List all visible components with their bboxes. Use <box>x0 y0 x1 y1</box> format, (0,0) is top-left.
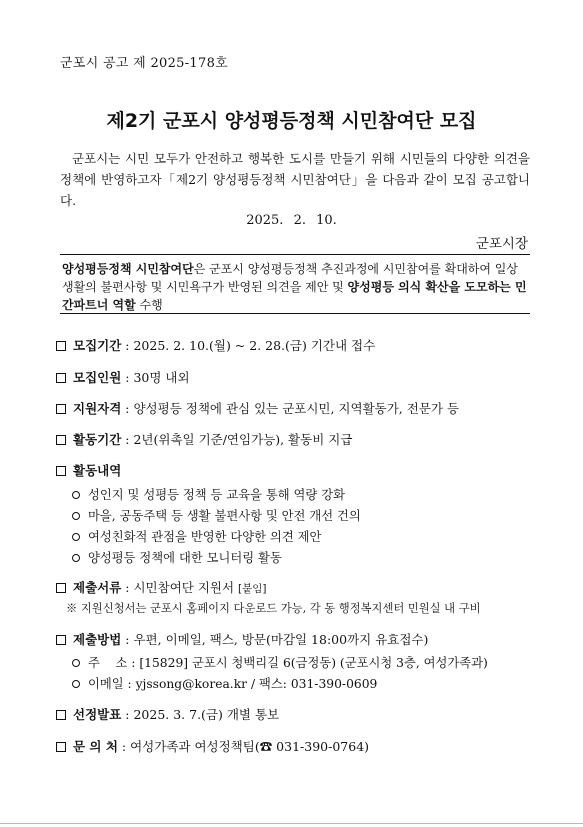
list-item <box>72 653 488 671</box>
section-label: 제출방법 <box>73 632 122 647</box>
list-item: 양성평등 정책에 대한 모니터링 활동 <box>72 548 282 566</box>
section-qualification <box>56 399 536 417</box>
bullet-circle-icon <box>72 512 80 520</box>
section-count <box>56 368 536 386</box>
section-value: : 30명 내외 <box>121 370 190 385</box>
section-label: 모집기간 <box>73 338 122 353</box>
section-value: : 시민참여단 지원서 <box>121 580 239 595</box>
checkbox-square-icon <box>56 583 66 593</box>
signer: 군포시장 <box>475 236 528 252</box>
checkbox-square-icon <box>56 742 66 752</box>
checkbox-square-icon <box>56 373 66 383</box>
checkbox-square-icon <box>56 341 66 351</box>
section-value: : 2025. 2. 10.(월) ~ 2. 28.(금) 기간내 접수 <box>121 338 376 353</box>
section-label: 선정발표 <box>73 707 122 722</box>
notice-date: 2025. 2. 10. <box>246 213 337 228</box>
section-value: : 2년(위촉일 기준/연임가능), 활동비 지급 <box>121 432 353 447</box>
section-inquiry <box>56 737 536 755</box>
list-item <box>72 674 377 692</box>
list-item: 여성친화적 관점을 반영한 다양한 의견 제안 <box>72 527 321 545</box>
page-title: 제2기 군포시 양성평등정책 시민참여단 모집 <box>106 110 477 132</box>
checkbox-square-icon <box>56 466 66 476</box>
summary-bold-2: 양성평등 의식 확산을 도모하는 민간파트너 역할 <box>62 280 527 312</box>
section-label: 활동내역 <box>73 463 122 478</box>
notice-number: 군포시 공고 제 2025-178호 <box>60 56 228 71</box>
page-bottom-divider <box>0 823 583 824</box>
checkbox-square-icon <box>56 635 66 645</box>
list-item: 마을, 공동주택 등 생활 불편사항 및 안전 개선 건의 <box>72 506 361 524</box>
bullet-circle-icon <box>72 659 80 667</box>
section-activities <box>56 461 536 479</box>
intro-paragraph: 군포시는 시민 모두가 안전하고 행복한 도시를 만들기 위해 시민들의 다양한 의견을 정책에 반영하고자「제2기 양성평등정책 시민참여단」을 다음과 같이 모집 공고합니다. <box>60 151 530 208</box>
section-term <box>56 430 536 448</box>
section-value: : 양성평등 정책에 관심 있는 군포시민, 지역활동가, 전문가 등 <box>121 401 460 416</box>
bullet-circle-icon <box>72 533 80 541</box>
section-method <box>56 630 536 648</box>
section-period <box>56 336 536 354</box>
section-value: : 2025. 3. 7.(금) 개별 통보 <box>121 707 280 722</box>
bullet-circle-icon <box>72 491 80 499</box>
summary-text-1: 은 군포시 양성평등정책 추진과정에 시민참여를 확대하여 일상생활의 불편사항 및 시민욕구가 반영된 의견을 제안 및 <box>62 262 518 294</box>
section-value: : 여성가족과 여성정책팀(☎ 031-390-0764) <box>117 739 370 754</box>
bullet-circle-icon <box>72 554 80 562</box>
checkbox-square-icon <box>56 435 66 445</box>
section-documents <box>56 578 536 596</box>
section-value: : 우편, 이메일, 팩스, 방문(마감일 18:00까지 유효접수) <box>121 632 429 647</box>
section-label: 문 의 처 <box>73 739 118 754</box>
section-selection <box>56 705 536 723</box>
summary-text-2: 수행 <box>135 298 163 312</box>
section-label: 모집인원 <box>73 370 122 385</box>
section-label: 지원자격 <box>73 401 122 416</box>
section-label: 활동기간 <box>73 432 122 447</box>
attachment-tag: [붙임] <box>238 583 267 595</box>
list-item: 성인지 및 성평등 정책 등 교육을 통해 역량 강화 <box>72 485 345 503</box>
checkbox-square-icon <box>56 404 66 414</box>
bullet-circle-icon <box>72 680 80 688</box>
documents-note: ※ 지원신청서는 군포시 홈페이지 다운로드 가능, 각 동 행정복지센터 민원실 내 구비 <box>66 602 481 615</box>
address-text: 주 소 : [15829] 군포시 청백리길 6(금정동) (군포시청 3층, 여성가족과) <box>88 656 488 670</box>
summary-box <box>60 254 530 314</box>
section-label: 제출서류 <box>73 580 122 595</box>
summary-bold-1: 양성평등정책 시민참여단 <box>62 262 194 276</box>
contact-text: 이메일 : yjssong@korea.kr / 팩스: 031-390-0609 <box>88 677 378 691</box>
checkbox-square-icon <box>56 710 66 720</box>
